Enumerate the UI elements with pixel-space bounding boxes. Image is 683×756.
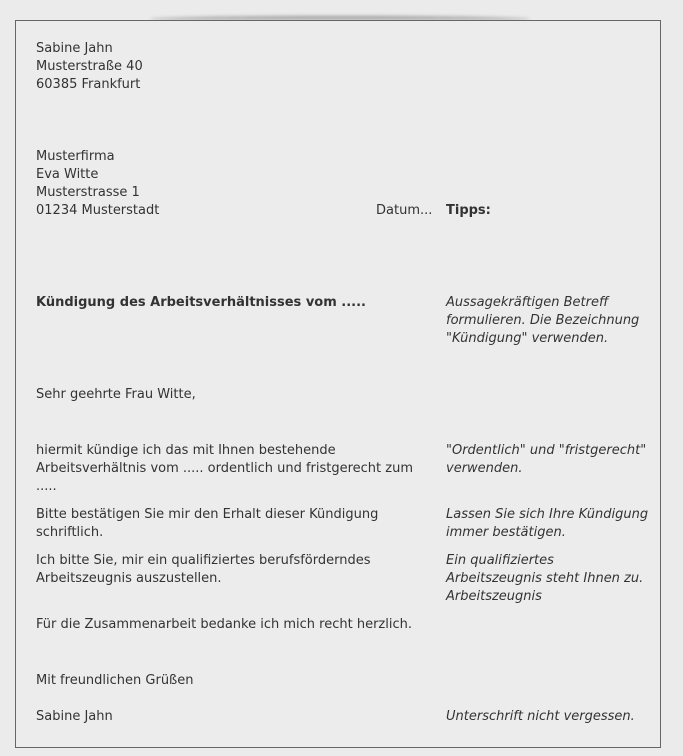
tips-heading: Tipps: <box>446 203 491 218</box>
signature-name: Sabine Jahn <box>36 709 113 724</box>
date-label: Datum... <box>376 203 433 218</box>
closing: Mit freundlichen Grüßen <box>36 673 194 688</box>
letter-frame <box>15 20 661 748</box>
subject-line: Kündigung des Arbeitsverhältnisses vom ..... <box>36 295 366 310</box>
recipient-company: Musterfirma <box>36 149 115 164</box>
paragraph-termination: hiermit kündige ich das mit Ihnen bestehende Arbeitsverhältnis vom ..... ordentlich und fristgerecht zum ..... <box>36 443 413 494</box>
recipient-city: 01234 Musterstadt <box>36 203 160 218</box>
tip-confirmation: Lassen Sie sich Ihre Kündigung immer bestätigen. <box>446 507 649 540</box>
sender-name: Sabine Jahn <box>36 41 113 56</box>
sender-city: 60385 Frankfurt <box>36 77 141 92</box>
tip-subject: Aussagekräftigen Betreff formulieren. Die Bezeichnung "Kündigung" verwenden. <box>446 295 640 346</box>
paragraph-thanks: Für die Zusammenarbeit bedanke ich mich recht herzlich. <box>36 617 412 632</box>
tip-termination: "Ordentlich" und "fristgerecht" verwenden. <box>446 443 647 476</box>
tip-signature: Unterschrift nicht vergessen. <box>446 709 635 724</box>
recipient-person: Eva Witte <box>36 167 99 182</box>
paragraph-reference: Ich bitte Sie, mir ein qualifiziertes berufsförderndes Arbeitszeugnis auszustellen. <box>36 553 371 586</box>
sender-street: Musterstraße 40 <box>36 59 143 74</box>
recipient-street: Musterstrasse 1 <box>36 185 140 200</box>
paragraph-confirmation: Bitte bestätigen Sie mir den Erhalt dieser Kündigung schriftlich. <box>36 507 379 540</box>
tip-reference: Ein qualifiziertes Arbeitszeugnis steht Ihnen zu. Arbeitszeugnis <box>446 553 644 604</box>
salutation: Sehr geehrte Frau Witte, <box>36 387 196 402</box>
